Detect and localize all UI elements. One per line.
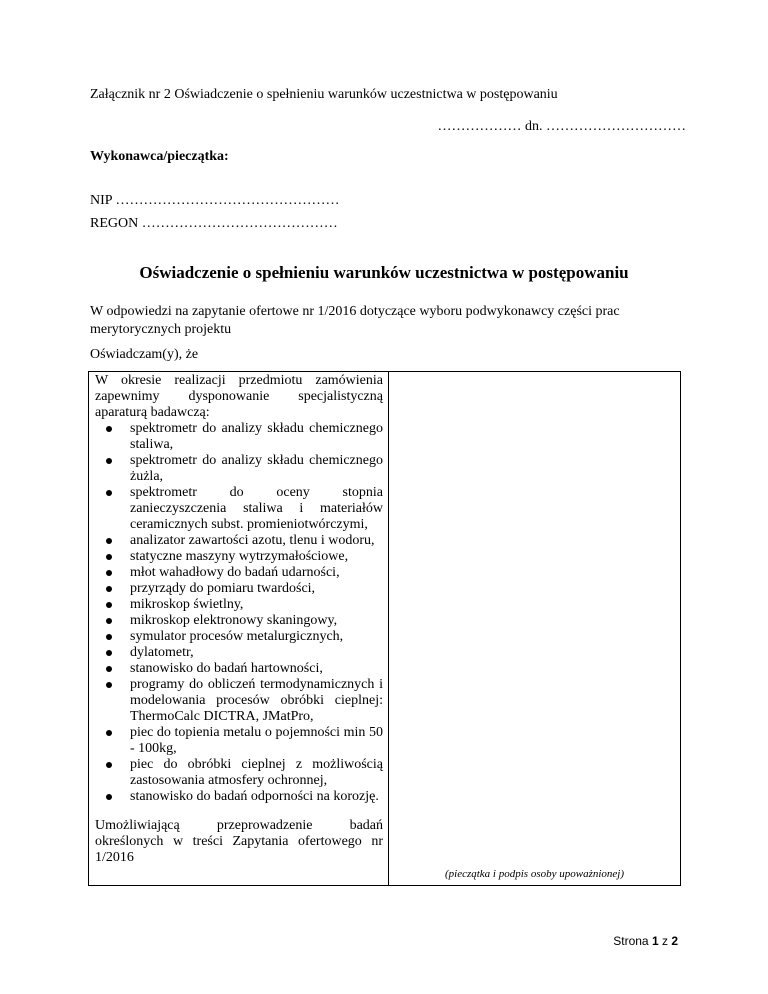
equipment-item: piec do topienia metalu o pojemności min 50 - 100kg,: [95, 725, 383, 757]
footer-separator: z: [661, 934, 668, 948]
intro-paragraph: W odpowiedzi na zapytanie ofertowe nr 1/2016 dotyczące wyboru podwykonawcy części prac merytorycznych projektu: [90, 304, 620, 337]
equipment-list: [95, 421, 383, 805]
document-title: Oświadczenie o spełnieniu warunków uczestnictwa w postępowaniu: [139, 263, 629, 282]
footer-page-number: 1: [651, 934, 659, 948]
equipment-cell: [95, 373, 383, 805]
equipment-item: stanowisko do badań hartowności,: [95, 661, 383, 677]
equipment-item: statyczne maszyny wytrzymałościowe,: [95, 549, 383, 565]
equipment-item: symulator procesów metalurgicznych,: [95, 629, 383, 645]
attachment-header: Załącznik nr 2 Oświadczenie o spełnieniu warunków uczestnictwa w postępowaniu: [90, 87, 558, 102]
equipment-item: stanowisko do badań odporności na korozję.: [95, 789, 383, 805]
equipment-lead: W okresie realizacji przedmiotu zamówienia zapewnimy dysponowanie specjalistyczną aparaturą badawczą:: [95, 373, 383, 420]
declaration-table: [88, 371, 681, 886]
equipment-item: mikroskop elektronowy skaningowy,: [95, 613, 383, 629]
equipment-item: przyrządy do pomiaru twardości,: [95, 581, 383, 597]
contractor-label: Wykonawca/pieczątka:: [90, 149, 229, 164]
equipment-item: spektrometr do analizy składu chemicznego żużla,: [95, 453, 383, 485]
signature-caption: (pieczątka i podpis osoby upoważnionej): [444, 868, 625, 880]
date-line: ……………… dn. …………………………: [437, 119, 686, 134]
equipment-item: spektrometr do oceny stopnia zanieczyszczenia staliwa i materiałów ceramicznych subst. promieniotwórczymi,: [95, 485, 383, 533]
declaration-label: Oświadczam(y), że: [90, 347, 199, 362]
regon-line: REGON ……………………………………: [90, 216, 338, 231]
equipment-item: analizator zawartości azotu, tlenu i wodoru,: [95, 533, 383, 549]
page-footer: [613, 934, 678, 948]
equipment-item: młot wahadłowy do badań udarności,: [95, 565, 383, 581]
signature-cell: [389, 372, 680, 885]
equipment-item: spektrometr do analizy składu chemicznego staliwa,: [95, 421, 383, 453]
equipment-item: dylatometr,: [95, 645, 383, 661]
nip-line: NIP …………………………………………: [90, 193, 340, 208]
footer-total-pages: 2: [671, 934, 678, 948]
equipment-item: programy do obliczeń termodynamicznych i modelowania procesów obróbki cieplnej: ThermoCalc DICTRA, JMatPro,: [95, 677, 383, 725]
footer-prefix: Strona: [613, 934, 649, 948]
conclusion-text: Umożliwiającą przeprowadzenie badań określonych w treści Zapytania ofertowego nr 1/2016: [95, 818, 383, 865]
equipment-item: mikroskop świetlny,: [95, 597, 383, 613]
equipment-item: piec do obróbki cieplnej z możliwością zastosowania atmosfery ochronnej,: [95, 757, 383, 789]
